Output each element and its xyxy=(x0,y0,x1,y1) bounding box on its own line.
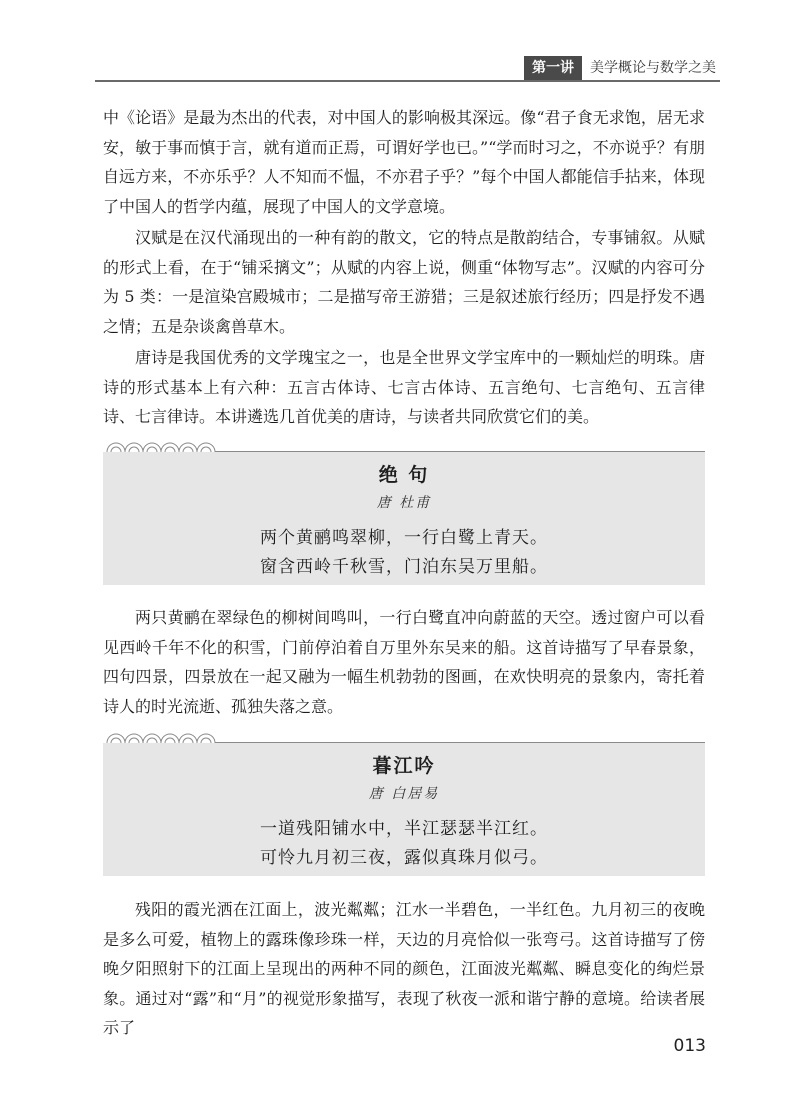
poem-line: 两个黄鹂鸣翠柳，一行白鹭上青天。 xyxy=(260,528,548,548)
chapter-title: 美学概论与数学之美 xyxy=(590,60,716,76)
paragraph-1: 中《论语》是最为杰出的代表，对中国人的影响极其深远。像“君子食无求饱，居无求安，敏于事而慎于言，就有道而正焉，可谓好学也已。”“学而时习之，不亦说乎？有朋自远方来，不亦乐乎？人不知而不愠，不亦君子乎？”每个中国人都能信手拈来，体现了中国人的哲学内蕴，展现了中国人的文学意境。 xyxy=(103,108,705,216)
paragraph-4: 两只黄鹂在翠绿色的柳树间鸣叫，一行白鹭直冲向蔚蓝的天空。透过窗户可以看见西岭千年不化的积雪，门前停泊着自万里外东吴来的船。这首诗描写了早春景象，四句四景，四景放在一起又融为一幅生机勃勃的图画，在欢快明亮的景象内，寄托着诗人的时光流逝、孤独失落之意。 xyxy=(103,608,705,716)
wave-ornament-icon xyxy=(103,727,705,743)
poem-author: 唐 白居易 xyxy=(368,786,440,802)
paragraph-5: 残阳的霞光洒在江面上，波光粼粼；江水一半碧色，一半红色。九月初三的夜晚是多么可爱，植物上的露珠像珍珠一样，天边的月亮恰似一张弯弓。这首诗描写了傍晚夕阳照射下的江面上呈现出的两种不同的颜色，江面波光粼粼、瞬息变化的绚烂景象。通过对“露”和“月”的视觉形象描写，表现了秋夜一派和谐宁静的意境。给读者展示了 xyxy=(103,900,705,1038)
wave-ornament-icon xyxy=(103,436,705,452)
poem-line: 窗含西岭千秋雪，门泊东吴万里船。 xyxy=(260,557,548,577)
poem-line: 可怜九月初三夜，露似真珠月似弓。 xyxy=(260,848,548,868)
poem-title: 绝 句 xyxy=(378,464,430,486)
header-tag xyxy=(524,56,720,80)
poem-box-1 xyxy=(103,452,705,585)
paragraph-3: 唐诗是我国优秀的文学瑰宝之一，也是全世界文学宝库中的一颗灿烂的明珠。唐诗的形式基本上有六种：五言古体诗、七言古体诗、五言绝句、七言绝句、五言律诗、七言律诗。本讲遴选几首优美的唐诗，与读者共同欣赏它们的美。 xyxy=(103,348,705,427)
chapter-label: 第一讲 xyxy=(524,56,582,80)
poem-author: 唐 杜甫 xyxy=(376,495,432,511)
poem-title: 暮江吟 xyxy=(372,755,436,777)
header-rule xyxy=(95,80,720,82)
page-number: 013 xyxy=(673,1036,706,1056)
poem-line: 一道残阳铺水中，半江瑟瑟半江红。 xyxy=(260,819,548,839)
poem-box-2 xyxy=(103,743,705,876)
paragraph-2: 汉赋是在汉代涌现出的一种有韵的散文，它的特点是散韵结合，专事铺叙。从赋的形式上看，在于“铺采摛文”；从赋的内容上说，侧重“体物写志”。汉赋的内容可分为 5 类：一是渲染宫殿城市；二是描写帝王游猎；三是叙述旅行经历；四是抒发不遇之情；五是杂谈禽兽草木。 xyxy=(103,228,705,336)
running-header xyxy=(0,52,790,82)
